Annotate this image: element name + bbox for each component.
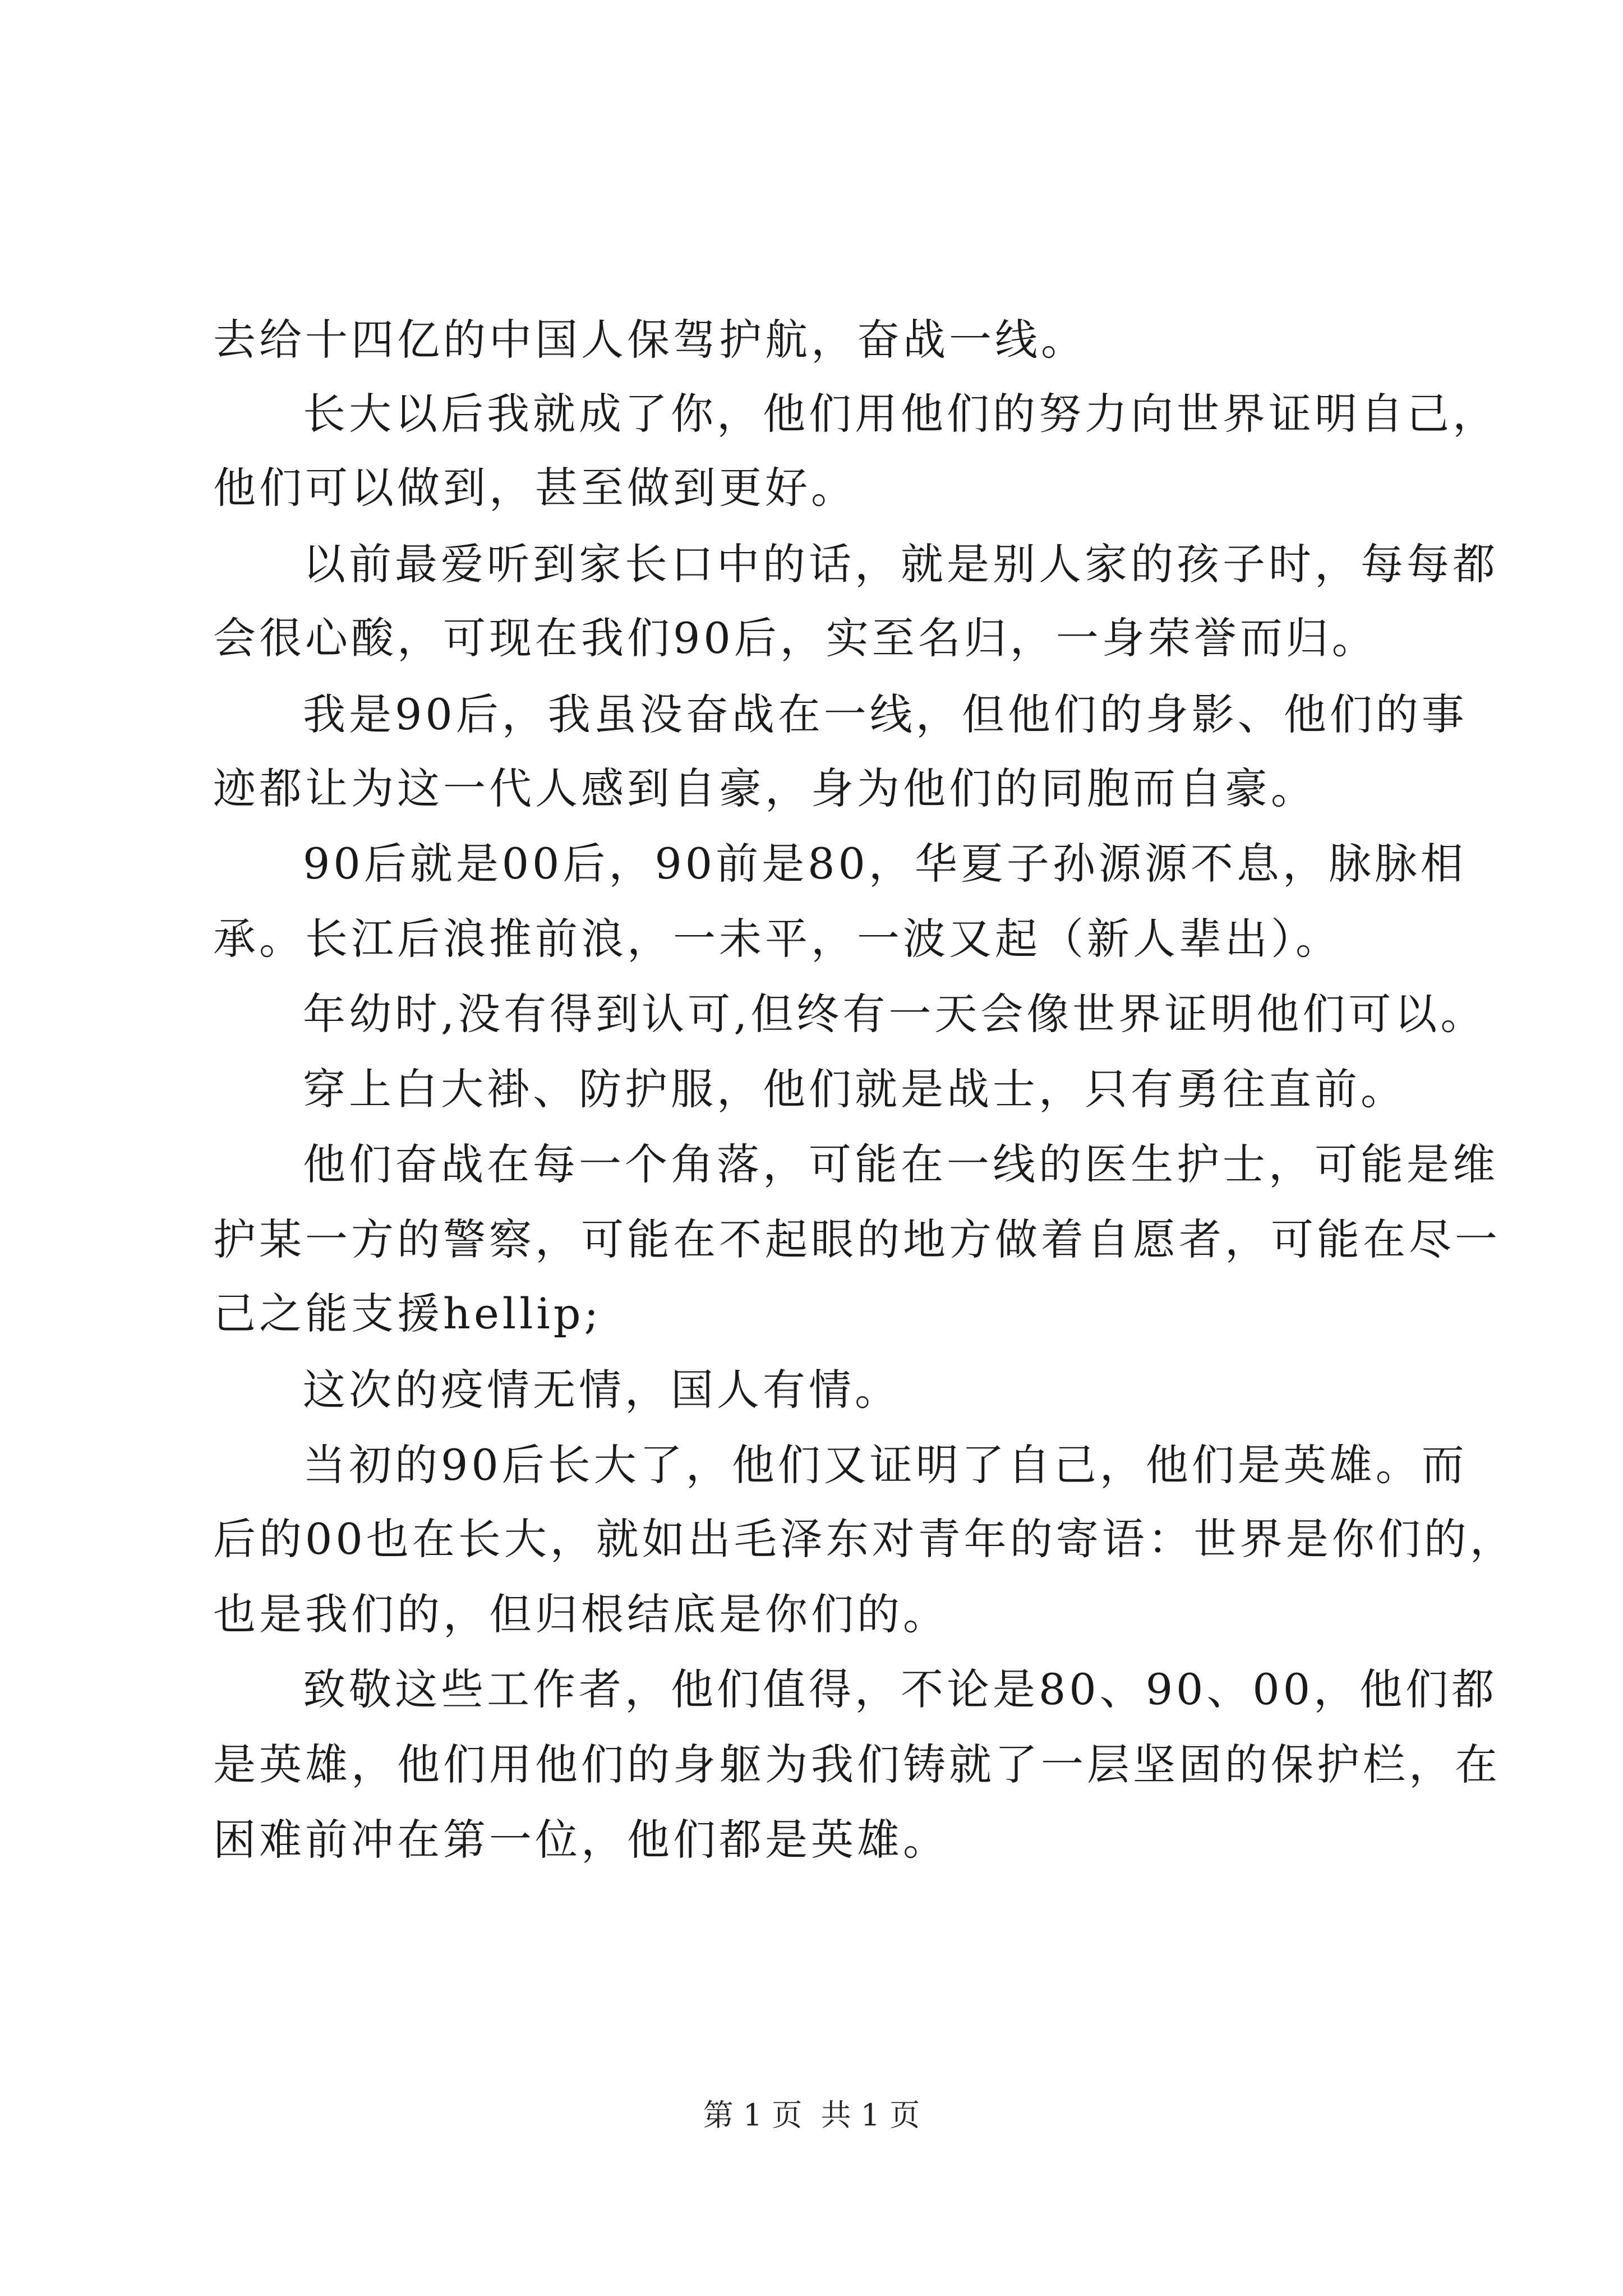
paragraph-start: 穿上白大褂、防护服，他们就是战士，只有勇往直前。 (303, 1064, 1407, 1114)
page-number: 第 1 页 (703, 2097, 803, 2133)
paragraph-start: 他们奋战在每一个角落，可能在一线的医生护士，可能是维 (303, 1139, 1498, 1189)
text-line: 后的00也在长大，就如出毛泽东对青年的寄语：世界是你们的， (213, 1514, 1516, 1564)
text-line: 会很心酸，可现在我们90后，实至名归，一身荣誉而归。 (213, 613, 1378, 663)
text-line: 困难前冲在第一位，他们都是英雄。 (213, 1815, 949, 1865)
text-line: 护某一方的警察，可能在不起眼的地方做着自愿者，可能在尽一 (213, 1214, 1501, 1264)
paragraph-start: 年幼时,没有得到认可,但终有一天会像世界证明他们可以。 (303, 989, 1487, 1039)
paragraph-start: 我是90后，我虽没奋战在一线，但他们的身影、他们的事 (303, 689, 1468, 739)
text-line: 也是我们的，但归根结底是你们的。 (213, 1589, 949, 1639)
text-line: 承。长江后浪推前浪，一未平，一波又起（新人辈出）。 (213, 914, 1341, 964)
text-line: 迹都让为这一代人感到自豪，身为他们的同胞而自豪。 (213, 763, 1317, 813)
paragraph-start: 致敬这些工作者，他们值得，不论是80、90、00，他们都 (303, 1664, 1498, 1714)
text-line: 他们可以做到，甚至做到更好。 (213, 463, 857, 513)
page-footer (0, 2097, 1623, 2133)
text-line: 是英雄，他们用他们的身躯为我们铸就了一层坚固的保护栏，在 (213, 1740, 1501, 1789)
page-total: 共 1 页 (820, 2097, 920, 2133)
paragraph-start: 长大以后我就成了你，他们用他们的努力向世界证明自己， (303, 389, 1498, 439)
paragraph-start: 当初的90后长大了，他们又证明了自己，他们是英雄。而 (303, 1440, 1468, 1490)
paragraph-start: 90后就是00后，90前是80，华夏子孙源源不息，脉脉相 (303, 839, 1467, 889)
text-line: 己之能支援hellip; (213, 1289, 602, 1338)
paragraph-start: 这次的疫情无情，国人有情。 (303, 1365, 901, 1415)
paragraph-start: 以前最爱听到家长口中的话，就是别人家的孩子时，每每都 (303, 539, 1498, 589)
text-line: 去给十四亿的中国人保驾护航，奋战一线。 (213, 315, 1087, 365)
